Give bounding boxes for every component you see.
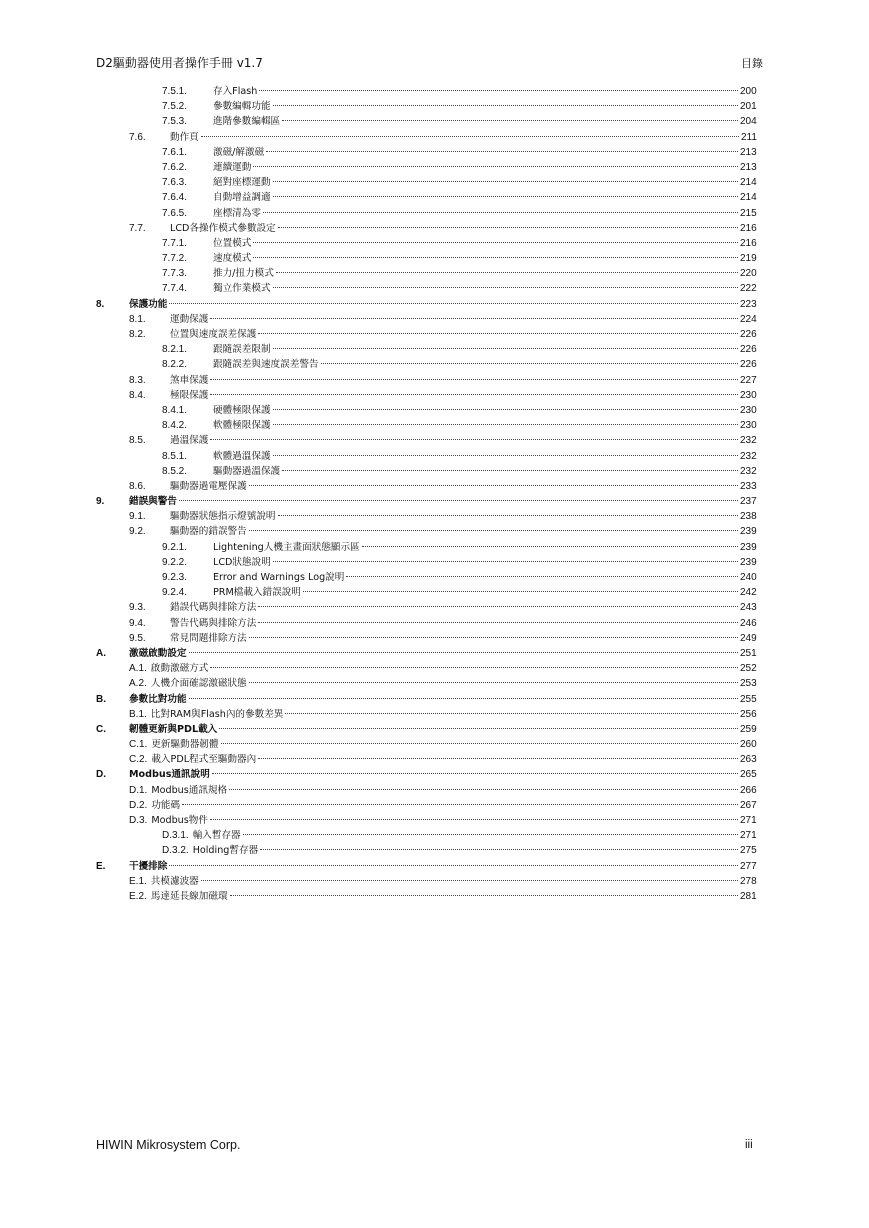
toc-entry-number: 9.2.4. <box>162 587 188 599</box>
toc-entry-page: 226 <box>740 344 757 356</box>
toc-entry-number: 8.2.1. <box>162 344 188 356</box>
toc-entry-title: LCD各操作模式參數設定 <box>170 222 276 234</box>
toc-entry-number: 8. <box>96 298 105 310</box>
dot-leader <box>210 439 738 440</box>
toc-entry-title: 進階參數編輯區 <box>213 116 281 128</box>
toc-entry[interactable] <box>0 707 869 722</box>
dot-leader <box>210 379 738 380</box>
toc-entry-page: 239 <box>740 541 757 553</box>
toc-entry-number: 8.2.2. <box>162 359 188 371</box>
toc-entry-number: 8.2. <box>129 329 146 340</box>
toc-entry[interactable] <box>0 297 869 312</box>
toc-entry[interactable] <box>0 859 869 874</box>
toc-entry-page: 230 <box>740 420 757 432</box>
toc-entry[interactable] <box>0 509 869 524</box>
toc-entry-title: 警告代碼與排除方法 <box>170 617 257 629</box>
toc-entry-page: 200 <box>740 86 757 97</box>
toc-entry[interactable] <box>0 388 869 403</box>
dot-leader <box>210 394 738 395</box>
toc-entry-number: E. <box>96 860 106 872</box>
toc-entry-title: 連續運動 <box>213 161 252 173</box>
dot-leader <box>273 455 738 456</box>
toc-entry-page: 201 <box>740 101 757 113</box>
toc-entry-page: 220 <box>740 268 757 280</box>
toc-entry-number: 7.6.3. <box>162 177 188 189</box>
dot-leader <box>249 530 738 531</box>
toc-entry-page: 253 <box>740 678 757 690</box>
dot-leader <box>260 849 738 850</box>
toc-entry[interactable] <box>0 646 869 661</box>
dot-leader <box>210 318 738 319</box>
toc-entry-number: 9. <box>96 496 105 508</box>
toc-entry[interactable] <box>0 494 869 509</box>
dot-leader <box>258 606 738 607</box>
toc-entry-title: 獨立作業模式 <box>213 283 271 295</box>
toc-entry-number: B. <box>96 693 106 705</box>
toc-entry-page: 226 <box>740 329 757 340</box>
toc-entry-page: 237 <box>740 496 757 508</box>
toc-entry-title: 載入PDL程式至驅動器內 <box>151 754 257 766</box>
toc-entry-title: 軟體極限保護 <box>213 420 271 432</box>
dot-leader <box>210 819 738 820</box>
toc-entry-number: 7.6.1. <box>162 146 188 158</box>
toc-entry[interactable] <box>0 449 869 464</box>
toc-entry-title: 常見問題排除方法 <box>170 632 247 644</box>
toc-entry-number: 7.7.2. <box>162 253 188 265</box>
toc-entry-page: 277 <box>740 860 757 872</box>
table-of-contents <box>0 84 869 904</box>
toc-entry-number: D.3.1. <box>162 830 189 842</box>
footer-company: HIWIN Mikrosystem Corp. <box>96 1138 241 1152</box>
toc-entry-page: 275 <box>740 845 757 857</box>
toc-entry[interactable] <box>0 889 869 904</box>
toc-entry[interactable] <box>0 373 869 388</box>
dot-leader <box>229 789 738 790</box>
toc-entry-title: 極限保護 <box>170 389 209 401</box>
dot-leader <box>273 105 738 106</box>
toc-entry-number: 9.4. <box>129 617 146 629</box>
dot-leader <box>182 804 738 805</box>
toc-entry-title: 參數編輯功能 <box>213 101 271 113</box>
toc-entry-number: D.3.2. <box>162 845 189 857</box>
toc-entry-page: 267 <box>740 799 757 811</box>
toc-entry-page: 256 <box>740 708 757 720</box>
toc-entry[interactable] <box>0 160 869 175</box>
toc-entry-title: 人機介面確認激磁狀態 <box>150 678 247 690</box>
toc-entry[interactable] <box>0 312 869 327</box>
toc-entry-page: 259 <box>740 723 757 735</box>
toc-entry-page: 232 <box>740 465 757 477</box>
toc-entry-title: 啟動激磁方式 <box>150 663 209 675</box>
toc-entry-page: 265 <box>740 769 757 781</box>
dot-leader <box>273 287 738 288</box>
toc-entry-page: 216 <box>740 237 757 249</box>
toc-entry-page: 230 <box>740 389 757 401</box>
toc-entry-title: 位置與速度誤差保護 <box>170 329 257 340</box>
toc-entry-number: 9.2. <box>129 526 146 538</box>
toc-entry-title: 煞車保護 <box>170 374 209 386</box>
dot-leader <box>321 363 738 364</box>
toc-entry[interactable] <box>0 783 869 798</box>
toc-entry-page: 232 <box>740 450 757 462</box>
toc-entry-title: 自動增益調適 <box>213 192 271 204</box>
toc-entry-number: A.1. <box>129 663 147 675</box>
toc-entry-page: 213 <box>740 161 757 173</box>
dot-leader <box>285 713 738 714</box>
section-label: 目錄 <box>741 57 763 70</box>
dot-leader <box>346 576 738 577</box>
toc-entry-title: 驅動器過電壓保護 <box>170 480 247 492</box>
footer-page-number: iii <box>745 1139 753 1151</box>
toc-entry-page: 249 <box>740 632 757 644</box>
toc-entry-title: PRM檔載入錯誤說明 <box>213 587 301 599</box>
toc-entry[interactable] <box>0 585 869 600</box>
dot-leader <box>212 773 738 774</box>
toc-entry[interactable] <box>0 190 869 205</box>
dot-leader <box>258 622 738 623</box>
dot-leader <box>273 196 738 197</box>
toc-entry-number: 8.1. <box>129 313 146 325</box>
dot-leader <box>273 409 738 410</box>
dot-leader <box>201 880 738 881</box>
dot-leader <box>266 151 738 152</box>
toc-entry[interactable] <box>0 813 869 828</box>
dot-leader <box>278 227 738 228</box>
toc-entry-page: 239 <box>740 556 757 568</box>
toc-entry-number: A. <box>96 647 106 659</box>
dot-leader <box>179 500 738 501</box>
toc-entry-title: 位置模式 <box>213 237 252 249</box>
toc-entry-page: 214 <box>740 192 757 204</box>
toc-entry-title: 比對RAM與Flash內的參數差異 <box>150 708 284 720</box>
dot-leader <box>253 257 738 258</box>
toc-entry[interactable] <box>0 145 869 160</box>
toc-entry[interactable] <box>0 828 869 843</box>
dot-leader <box>243 834 738 835</box>
toc-entry[interactable] <box>0 752 869 767</box>
toc-entry[interactable] <box>0 661 869 676</box>
toc-entry-title: 輸入暫存器 <box>192 830 241 842</box>
toc-entry-page: 281 <box>740 890 757 902</box>
toc-entry-page: 223 <box>740 298 757 310</box>
toc-entry-number: 9.2.1. <box>162 541 188 553</box>
toc-entry-number: C.2. <box>129 754 148 766</box>
toc-entry-title: 速度模式 <box>213 253 252 265</box>
toc-entry-page: 240 <box>740 572 757 583</box>
toc-entry[interactable] <box>0 798 869 813</box>
toc-entry-title: 運動保護 <box>170 313 209 325</box>
toc-entry-page: 226 <box>740 359 757 371</box>
toc-entry-title: 功能碼 <box>151 799 181 811</box>
toc-entry-number: E.2. <box>129 890 147 902</box>
toc-entry-number: A.2. <box>129 678 147 690</box>
toc-entry-title: 座標清為零 <box>213 207 261 219</box>
toc-entry-number: 7.5.1. <box>162 86 188 97</box>
toc-entry-page: 214 <box>740 177 757 189</box>
toc-entry[interactable] <box>0 479 869 494</box>
toc-entry-page: 230 <box>740 404 757 416</box>
toc-entry-number: D.3. <box>129 815 148 826</box>
toc-entry-number: C.1. <box>129 739 148 751</box>
toc-entry[interactable] <box>0 692 869 707</box>
toc-entry[interactable] <box>0 99 869 114</box>
toc-entry-number: 8.4.2. <box>162 420 188 432</box>
toc-entry-page: 216 <box>740 222 757 234</box>
toc-entry-number: 7.5.3. <box>162 116 188 128</box>
toc-entry-page: 238 <box>740 511 757 523</box>
toc-entry-number: 8.5.1. <box>162 450 188 462</box>
toc-entry-title: 激磁/解激磁 <box>213 146 265 158</box>
dot-leader <box>169 303 738 304</box>
toc-entry-page: 227 <box>740 374 757 386</box>
toc-entry-title: 錯誤代碼與排除方法 <box>170 602 257 614</box>
toc-entry-number: 9.2.3. <box>162 572 188 583</box>
toc-entry-title: Modbus通訊說明 <box>129 769 210 781</box>
toc-entry-title: 保護功能 <box>129 298 168 310</box>
toc-entry-number: 7.7.1. <box>162 237 188 249</box>
toc-entry-title: LCD狀態說明 <box>213 556 271 568</box>
dot-leader <box>276 272 738 273</box>
dot-leader <box>303 591 738 592</box>
dot-leader <box>278 515 738 516</box>
toc-entry-title: 存入Flash <box>213 86 258 97</box>
dot-leader <box>249 637 738 638</box>
toc-entry[interactable] <box>0 722 869 737</box>
toc-entry-page: 271 <box>740 815 757 826</box>
toc-entry-title: Holding暫存器 <box>192 845 259 857</box>
toc-entry-page: 278 <box>740 875 757 887</box>
toc-entry-page: 233 <box>740 480 757 492</box>
toc-entry-number: 9.1. <box>129 511 146 523</box>
toc-entry-number: 8.5. <box>129 435 146 447</box>
toc-entry-number: D. <box>96 769 106 781</box>
toc-entry[interactable] <box>0 616 869 631</box>
dot-leader <box>258 758 738 759</box>
document-title: D2驅動器使用者操作手冊 v1.7 <box>96 56 263 70</box>
toc-entry-number: 7.5.2. <box>162 101 188 113</box>
dot-leader <box>263 212 738 213</box>
toc-entry-number: 7.7. <box>129 222 146 234</box>
dot-leader <box>219 728 738 729</box>
toc-entry-page: 222 <box>740 283 757 295</box>
toc-entry[interactable] <box>0 342 869 357</box>
toc-entry-title: 更新驅動器韌體 <box>151 739 219 751</box>
dot-leader <box>189 652 738 653</box>
toc-entry-page: 252 <box>740 663 757 675</box>
dot-leader <box>273 348 738 349</box>
dot-leader <box>282 470 738 471</box>
toc-entry-title: 軟體過溫保護 <box>213 450 271 462</box>
toc-entry-title: 驅動器過溫保護 <box>213 465 281 477</box>
toc-entry-page: 224 <box>740 313 757 325</box>
toc-entry-title: Error and Warnings Log說明 <box>213 572 345 583</box>
toc-entry-title: 錯誤與警告 <box>129 496 177 508</box>
toc-entry-number: 7.6.5. <box>162 207 188 219</box>
dot-leader <box>273 561 738 562</box>
toc-entry[interactable] <box>0 676 869 691</box>
toc-entry[interactable] <box>0 281 869 296</box>
dot-leader <box>273 424 738 425</box>
toc-entry[interactable] <box>0 555 869 570</box>
toc-entry-title: 跟隨誤差限制 <box>213 344 271 356</box>
toc-entry[interactable] <box>0 737 869 752</box>
toc-entry-page: 251 <box>740 647 757 659</box>
toc-entry[interactable] <box>0 357 869 372</box>
toc-entry-page: 211 <box>741 131 757 143</box>
toc-entry-title: 硬體極限保護 <box>213 404 271 416</box>
toc-entry-number: 7.6.2. <box>162 161 188 173</box>
toc-entry-page: 213 <box>740 146 757 158</box>
toc-entry-title: 驅動器狀態指示燈號說明 <box>170 511 276 523</box>
toc-entry-title: 跟隨誤差與速度誤差警告 <box>213 359 319 371</box>
dot-leader <box>201 136 739 137</box>
toc-entry[interactable] <box>0 114 869 129</box>
toc-entry[interactable] <box>0 251 869 266</box>
toc-entry-number: B.1. <box>129 708 147 720</box>
toc-entry-page: 232 <box>740 435 757 447</box>
toc-entry[interactable] <box>0 130 869 145</box>
toc-entry[interactable] <box>0 206 869 221</box>
toc-entry-title: Lightening人機主畫面狀態顯示區 <box>213 541 360 553</box>
toc-entry-title: 絕對座標運動 <box>213 177 271 189</box>
dot-leader <box>258 333 738 334</box>
dot-leader <box>282 120 738 121</box>
toc-entry-number: E.1. <box>129 875 147 887</box>
dot-leader <box>249 485 738 486</box>
toc-entry-number: D.2. <box>129 799 148 811</box>
dot-leader <box>230 895 738 896</box>
toc-entry-page: 246 <box>740 617 757 629</box>
toc-entry-title: 過溫保護 <box>170 435 209 447</box>
toc-entry[interactable] <box>0 327 869 342</box>
toc-entry-title: 參數比對功能 <box>129 693 187 705</box>
toc-entry[interactable] <box>0 874 869 889</box>
dot-leader <box>259 90 738 91</box>
dot-leader <box>221 743 739 744</box>
toc-entry-number: C. <box>96 723 106 735</box>
dot-leader <box>362 546 738 547</box>
toc-entry[interactable] <box>0 84 869 99</box>
toc-entry-title: 驅動器的錯誤警告 <box>170 526 247 538</box>
dot-leader <box>253 166 738 167</box>
toc-entry-page: 271 <box>740 830 757 842</box>
toc-entry-number: 8.5.2. <box>162 465 188 477</box>
toc-entry-title: 馬達延長線加磁環 <box>150 890 228 902</box>
toc-entry[interactable] <box>0 221 869 236</box>
toc-entry-number: 9.2.2. <box>162 556 188 568</box>
toc-entry[interactable] <box>0 843 869 858</box>
toc-entry-number: 8.6. <box>129 480 146 492</box>
toc-entry-number: 7.6.4. <box>162 192 188 204</box>
toc-entry-title: Modbus通訊規格 <box>151 784 228 796</box>
toc-entry[interactable] <box>0 600 869 615</box>
toc-entry-page: 260 <box>740 739 757 751</box>
toc-entry-number: 7.7.4. <box>162 283 188 295</box>
toc-entry[interactable] <box>0 403 869 418</box>
toc-entry-number: 9.5. <box>129 632 146 644</box>
toc-entry[interactable] <box>0 433 869 448</box>
toc-entry[interactable] <box>0 570 869 585</box>
toc-entry-title: 激磁啟動設定 <box>129 647 187 659</box>
toc-entry[interactable] <box>0 524 869 539</box>
toc-entry-page: 215 <box>740 207 757 219</box>
toc-entry-page: 242 <box>740 587 757 599</box>
toc-entry-title: 韌體更新與PDL載入 <box>129 723 218 735</box>
dot-leader <box>253 242 738 243</box>
dot-leader <box>210 667 738 668</box>
toc-entry[interactable] <box>0 767 869 782</box>
toc-entry-page: 204 <box>740 116 757 128</box>
toc-entry-number: D.1. <box>129 784 148 796</box>
toc-entry[interactable] <box>0 631 869 646</box>
toc-entry-page: 243 <box>740 602 757 614</box>
toc-entry-title: Modbus物件 <box>151 815 208 826</box>
toc-entry-number: 7.7.3. <box>162 268 188 280</box>
toc-entry-title: 共模濾波器 <box>150 875 199 887</box>
toc-entry-number: 9.3. <box>129 602 146 614</box>
toc-entry-number: 8.4. <box>129 389 146 401</box>
toc-entry-page: 266 <box>740 784 757 796</box>
toc-entry[interactable] <box>0 236 869 251</box>
dot-leader <box>273 181 738 182</box>
toc-entry-page: 263 <box>740 754 757 766</box>
toc-entry-number: 8.3. <box>129 374 146 386</box>
toc-entry[interactable] <box>0 464 869 479</box>
toc-entry-number: 7.6. <box>129 131 146 143</box>
dot-leader <box>169 865 738 866</box>
toc-entry-title: 推力/扭力模式 <box>213 268 274 280</box>
dot-leader <box>189 698 738 699</box>
toc-entry-title: 動作頁 <box>170 131 199 143</box>
toc-entry-page: 239 <box>740 526 757 538</box>
toc-entry[interactable] <box>0 266 869 281</box>
toc-entry[interactable] <box>0 418 869 433</box>
toc-entry-title: 干擾排除 <box>129 860 168 872</box>
toc-entry-page: 219 <box>740 253 757 265</box>
toc-entry-number: 8.4.1. <box>162 404 188 416</box>
toc-entry[interactable] <box>0 175 869 190</box>
toc-entry[interactable] <box>0 540 869 555</box>
dot-leader <box>249 682 738 683</box>
toc-entry-page: 255 <box>740 693 757 705</box>
